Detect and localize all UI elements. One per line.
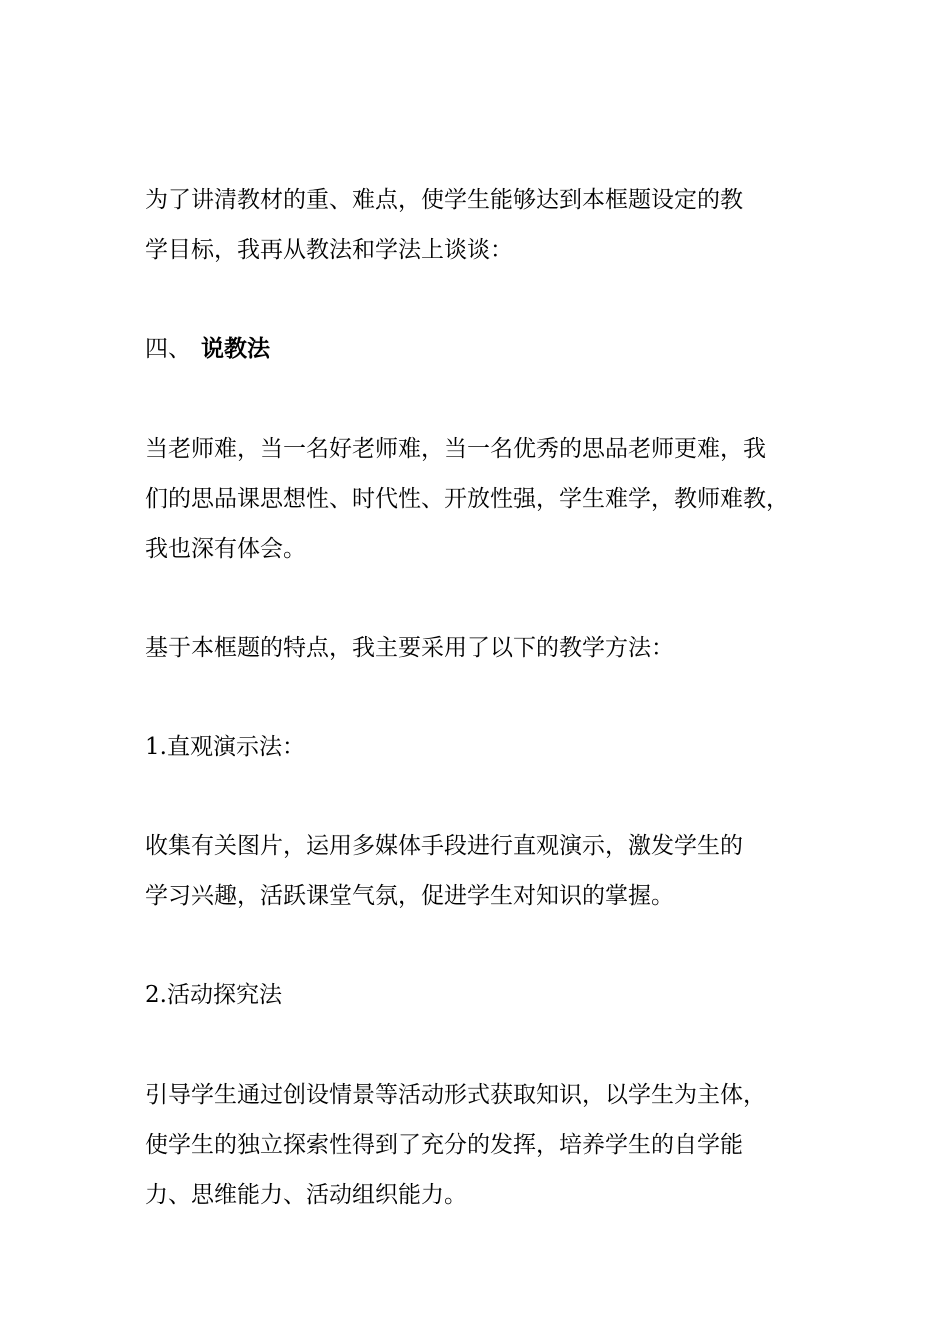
text-line: 当老师难，当一名好老师难，当一名优秀的思品老师更难，我 bbox=[145, 436, 766, 462]
text-line: 们的思品课思想性、时代性、开放性强，学生难学，教师难教， bbox=[145, 486, 789, 512]
text-line: 引导学生通过创设情景等活动形式获取知识，以学生为主体， bbox=[145, 1082, 766, 1108]
text-line: 学习兴趣，活跃课堂气氛，促进学生对知识的掌握。 bbox=[145, 883, 674, 909]
body-paragraph bbox=[145, 623, 810, 673]
body-paragraph bbox=[145, 821, 810, 921]
text-line: 收集有关图片，运用多媒体手段进行直观演示，激发学生的 bbox=[145, 833, 743, 859]
text-line: 我也深有体会。 bbox=[145, 536, 306, 562]
text-line: 力、思维能力、活动组织能力。 bbox=[145, 1182, 467, 1208]
text-line: 基于本框题的特点，我主要采用了以下的教学方法： bbox=[145, 635, 674, 661]
text-line: 1.直观演示法： bbox=[145, 734, 305, 760]
text-line: 使学生的独立探索性得到了充分的发挥，培养学生的自学能 bbox=[145, 1132, 743, 1158]
section-number: 四、 bbox=[145, 336, 191, 362]
text-line: 学目标，我再从教法和学法上谈谈： bbox=[145, 237, 513, 263]
text-line: 2.活动探究法 bbox=[145, 982, 282, 1008]
section-heading bbox=[145, 324, 270, 374]
text-line: 为了讲清教材的重、难点，使学生能够达到本框题设定的教 bbox=[145, 187, 743, 213]
body-paragraph bbox=[145, 1070, 810, 1220]
intro-paragraph bbox=[145, 175, 810, 275]
method-heading bbox=[145, 722, 810, 772]
body-paragraph bbox=[145, 424, 810, 574]
method-heading bbox=[145, 970, 810, 1020]
section-title: 说教法 bbox=[201, 335, 270, 362]
